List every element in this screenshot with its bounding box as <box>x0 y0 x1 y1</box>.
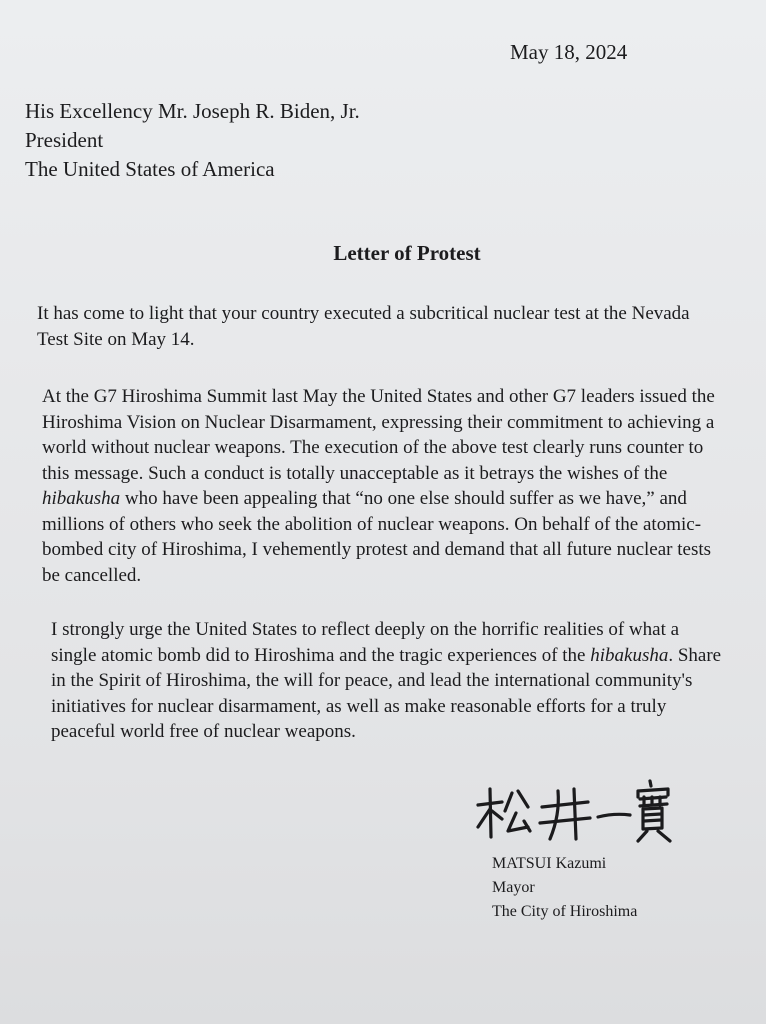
signer-organization: The City of Hiroshima <box>492 903 638 920</box>
paragraph-2-line-3: world without nuclear weapons. The execution of the above test clearly runs counter to <box>42 437 704 458</box>
paragraph-2-line-6: millions of others who seek the abolition of nuclear weapons. On behalf of the atomic- <box>42 513 702 535</box>
paragraph-1-line-1: It has come to light that your country executed a subcritical nuclear test at the Nevada <box>37 303 690 324</box>
paragraph-2 <box>42 384 762 588</box>
paragraph-2-line-5-rest: who have been appealing that “no one else should suffer as we have,” and <box>120 488 687 509</box>
letter-title: Letter of Protest <box>333 241 481 265</box>
paragraph-2-line-5 <box>42 486 762 512</box>
paragraph-3-line-5: peaceful world free of nuclear weapons. <box>51 721 356 742</box>
recipient-name: His Excellency Mr. Joseph R. Biden, Jr. <box>25 99 360 123</box>
paragraph-3-line-3: in the Spirit of Hiroshima, the will for peace, and lead the international community's <box>51 670 693 691</box>
paragraph-3-line-1: I strongly urge the United States to reflect deeply on the horrific realities of what a <box>51 619 680 640</box>
paragraph-3 <box>51 617 766 745</box>
paragraph-1-line-2: Test Site on May 14. <box>37 328 195 350</box>
paragraph-2-line-8: be cancelled. <box>42 564 142 586</box>
paragraph-2-line-1: At the G7 Hiroshima Summit last May the United States and other G7 leaders issued the <box>42 386 715 407</box>
recipient-block <box>25 97 360 184</box>
recipient-country: The United States of America <box>25 157 275 181</box>
recipient-title: President <box>25 128 104 152</box>
paragraph-3-line-4: initiatives for nuclear disarmament, as well as make reasonable efforts for a truly <box>51 695 667 717</box>
paragraph-2-line-2: Hiroshima Vision on Nuclear Disarmament, expressing their commitment to achieving a <box>42 411 715 433</box>
paragraph-3-line-2-pre: single atomic bomb did to Hiroshima and the tragic experiences of the <box>51 644 591 666</box>
letter-date: May 18, 2024 <box>510 40 628 64</box>
hibakusha-term: hibakusha <box>590 644 669 666</box>
paragraph-3-line-2-post: . Share <box>668 644 722 666</box>
signer-name: MATSUI Kazumi <box>492 855 607 872</box>
paragraph-2-line-4: this message. Such a conduct is totally unacceptable as it betrays the wishes of the <box>42 462 668 484</box>
paragraph-3-line-2 <box>51 643 766 669</box>
paragraph-1 <box>37 301 757 352</box>
paragraph-2-line-7: bombed city of Hiroshima, I vehemently protest and demand that all future nuclear tests <box>42 539 712 560</box>
signer-block <box>492 852 637 924</box>
hibakusha-term: hibakusha <box>42 488 121 509</box>
handwritten-signature <box>472 775 682 845</box>
signer-position: Mayor <box>492 879 535 896</box>
